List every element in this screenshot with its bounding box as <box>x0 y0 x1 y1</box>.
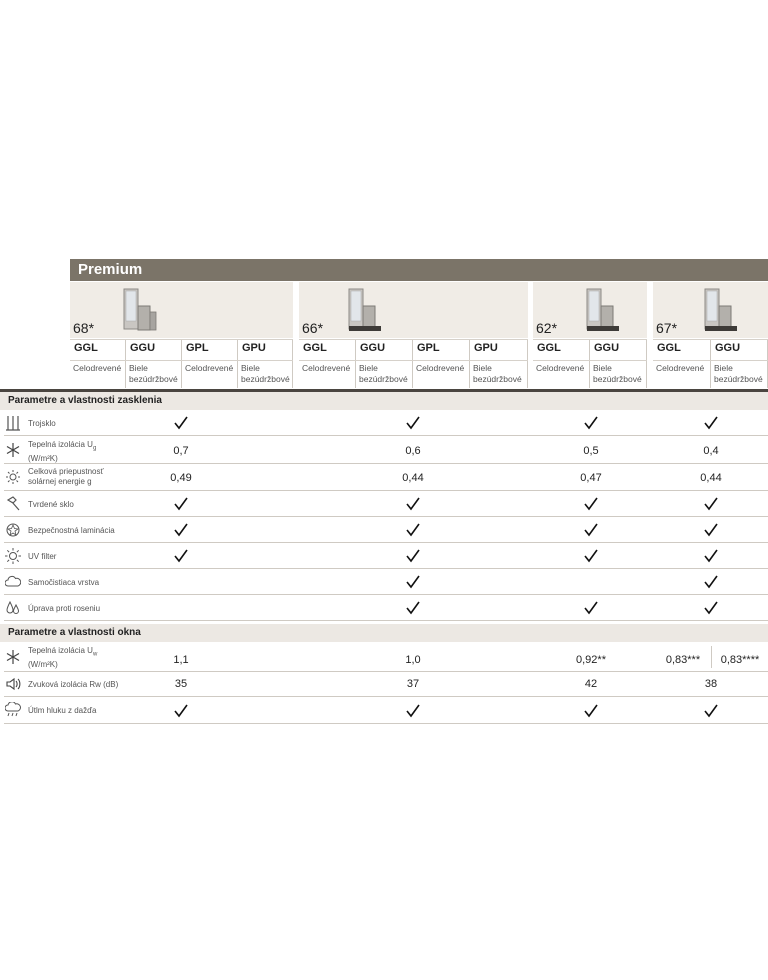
rain-icon <box>5 702 21 718</box>
sub-col: GGU Biele bezúdržbové <box>590 339 647 388</box>
sub-col: GPU Biele bezúdržbové <box>470 339 528 388</box>
check-icon <box>703 601 719 615</box>
check-icon <box>703 497 719 511</box>
row-samocistiaca-vrstva: Samočistiaca vrstva <box>0 569 768 595</box>
speaker-icon <box>5 676 21 692</box>
row-tepelna-izolacia-uw: Tepelná izolácia $U_w$ (W/m²K) 1,1 1,0 0,92** 0,83*** 0,83**** <box>0 642 768 672</box>
check-icon <box>703 575 719 589</box>
snowflake-icon <box>5 442 21 458</box>
check-icon <box>405 523 421 537</box>
check-icon <box>173 704 189 718</box>
safety-icon <box>5 522 21 538</box>
triple-glass-icon <box>5 415 21 431</box>
roof-window-icon <box>585 286 621 334</box>
sub-col: GGL Celodrevené <box>70 339 126 388</box>
check-icon <box>173 497 189 511</box>
row-zvukova-izolacia: Zvuková izolácia Rw (dB) 35 37 42 38 <box>0 672 768 697</box>
check-icon <box>703 549 719 563</box>
section-header-glazing: Parametre a vlastnosti zasklenia <box>0 392 768 410</box>
sub-col: GPL Celodrevené <box>182 339 238 388</box>
row-bezpecnostna-laminacia: Bezpečnostná laminácia <box>0 517 768 543</box>
check-icon <box>583 704 599 718</box>
group-number: 62* <box>536 320 558 336</box>
sub-col: GGU Biele bezúdržbové <box>356 339 413 388</box>
row-tvrdene-sklo: Tvrdené sklo <box>0 491 768 517</box>
row-trojsklo: Trojsklo <box>0 410 768 436</box>
check-icon <box>405 601 421 615</box>
check-icon <box>703 416 719 430</box>
check-icon <box>583 549 599 563</box>
sub-col: GGU Biele bezúdržbové <box>126 339 182 388</box>
check-icon <box>703 523 719 537</box>
row-utlm-hluku: Útlm hluku z dažďa <box>0 697 768 724</box>
hammer-icon <box>5 496 21 512</box>
check-icon <box>583 523 599 537</box>
product-group-67 <box>653 282 768 388</box>
section-header-window: Parametre a vlastnosti okna <box>0 624 768 642</box>
check-icon <box>703 704 719 718</box>
product-group-66 <box>299 282 528 388</box>
row-uprava-proti-roseniu: Úprava proti roseniu <box>0 595 768 621</box>
sub-col: GPU Biele bezúdržbové <box>238 339 293 388</box>
cloud-icon <box>5 574 21 590</box>
sub-col: GPL Celodrevené <box>413 339 470 388</box>
check-icon <box>583 497 599 511</box>
group-number: 66* <box>302 320 324 336</box>
check-icon <box>405 497 421 511</box>
sun-icon <box>5 469 21 485</box>
roof-window-icon <box>703 286 739 334</box>
check-icon <box>173 549 189 563</box>
premium-title: Premium <box>78 261 143 278</box>
roof-window-icon <box>122 286 158 334</box>
premium-header-bar <box>70 259 768 281</box>
check-icon <box>583 416 599 430</box>
group-number: 68* <box>73 320 95 336</box>
roof-window-icon <box>347 286 383 334</box>
check-icon <box>405 704 421 718</box>
uv-sun-icon <box>5 548 21 564</box>
check-icon <box>173 523 189 537</box>
check-icon <box>583 601 599 615</box>
row-solarna-energia: Celková priepustnosť solárnej energie g 0,49 0,44 0,47 0,44 <box>0 464 768 491</box>
sub-col: GGL Celodrevené <box>533 339 590 388</box>
product-group-62 <box>533 282 647 388</box>
check-icon <box>173 416 189 430</box>
product-group-68 <box>70 282 293 388</box>
check-icon <box>405 549 421 563</box>
sub-col: GGL Celodrevené <box>299 339 356 388</box>
check-icon <box>405 575 421 589</box>
sub-col: GGL Celodrevené <box>653 339 711 388</box>
row-tepelna-izolacia-ug: Tepelná izolácia $U_g$ (W/m²K) 0,7 0,6 0,5 0,4 <box>0 436 768 464</box>
drops-icon <box>5 600 21 616</box>
sub-col: GGU Biele bezúdržbové <box>711 339 768 388</box>
check-icon <box>405 416 421 430</box>
snowflake-icon <box>5 649 21 665</box>
group-number: 67* <box>656 320 678 336</box>
row-uv-filter: UV filter <box>0 543 768 569</box>
